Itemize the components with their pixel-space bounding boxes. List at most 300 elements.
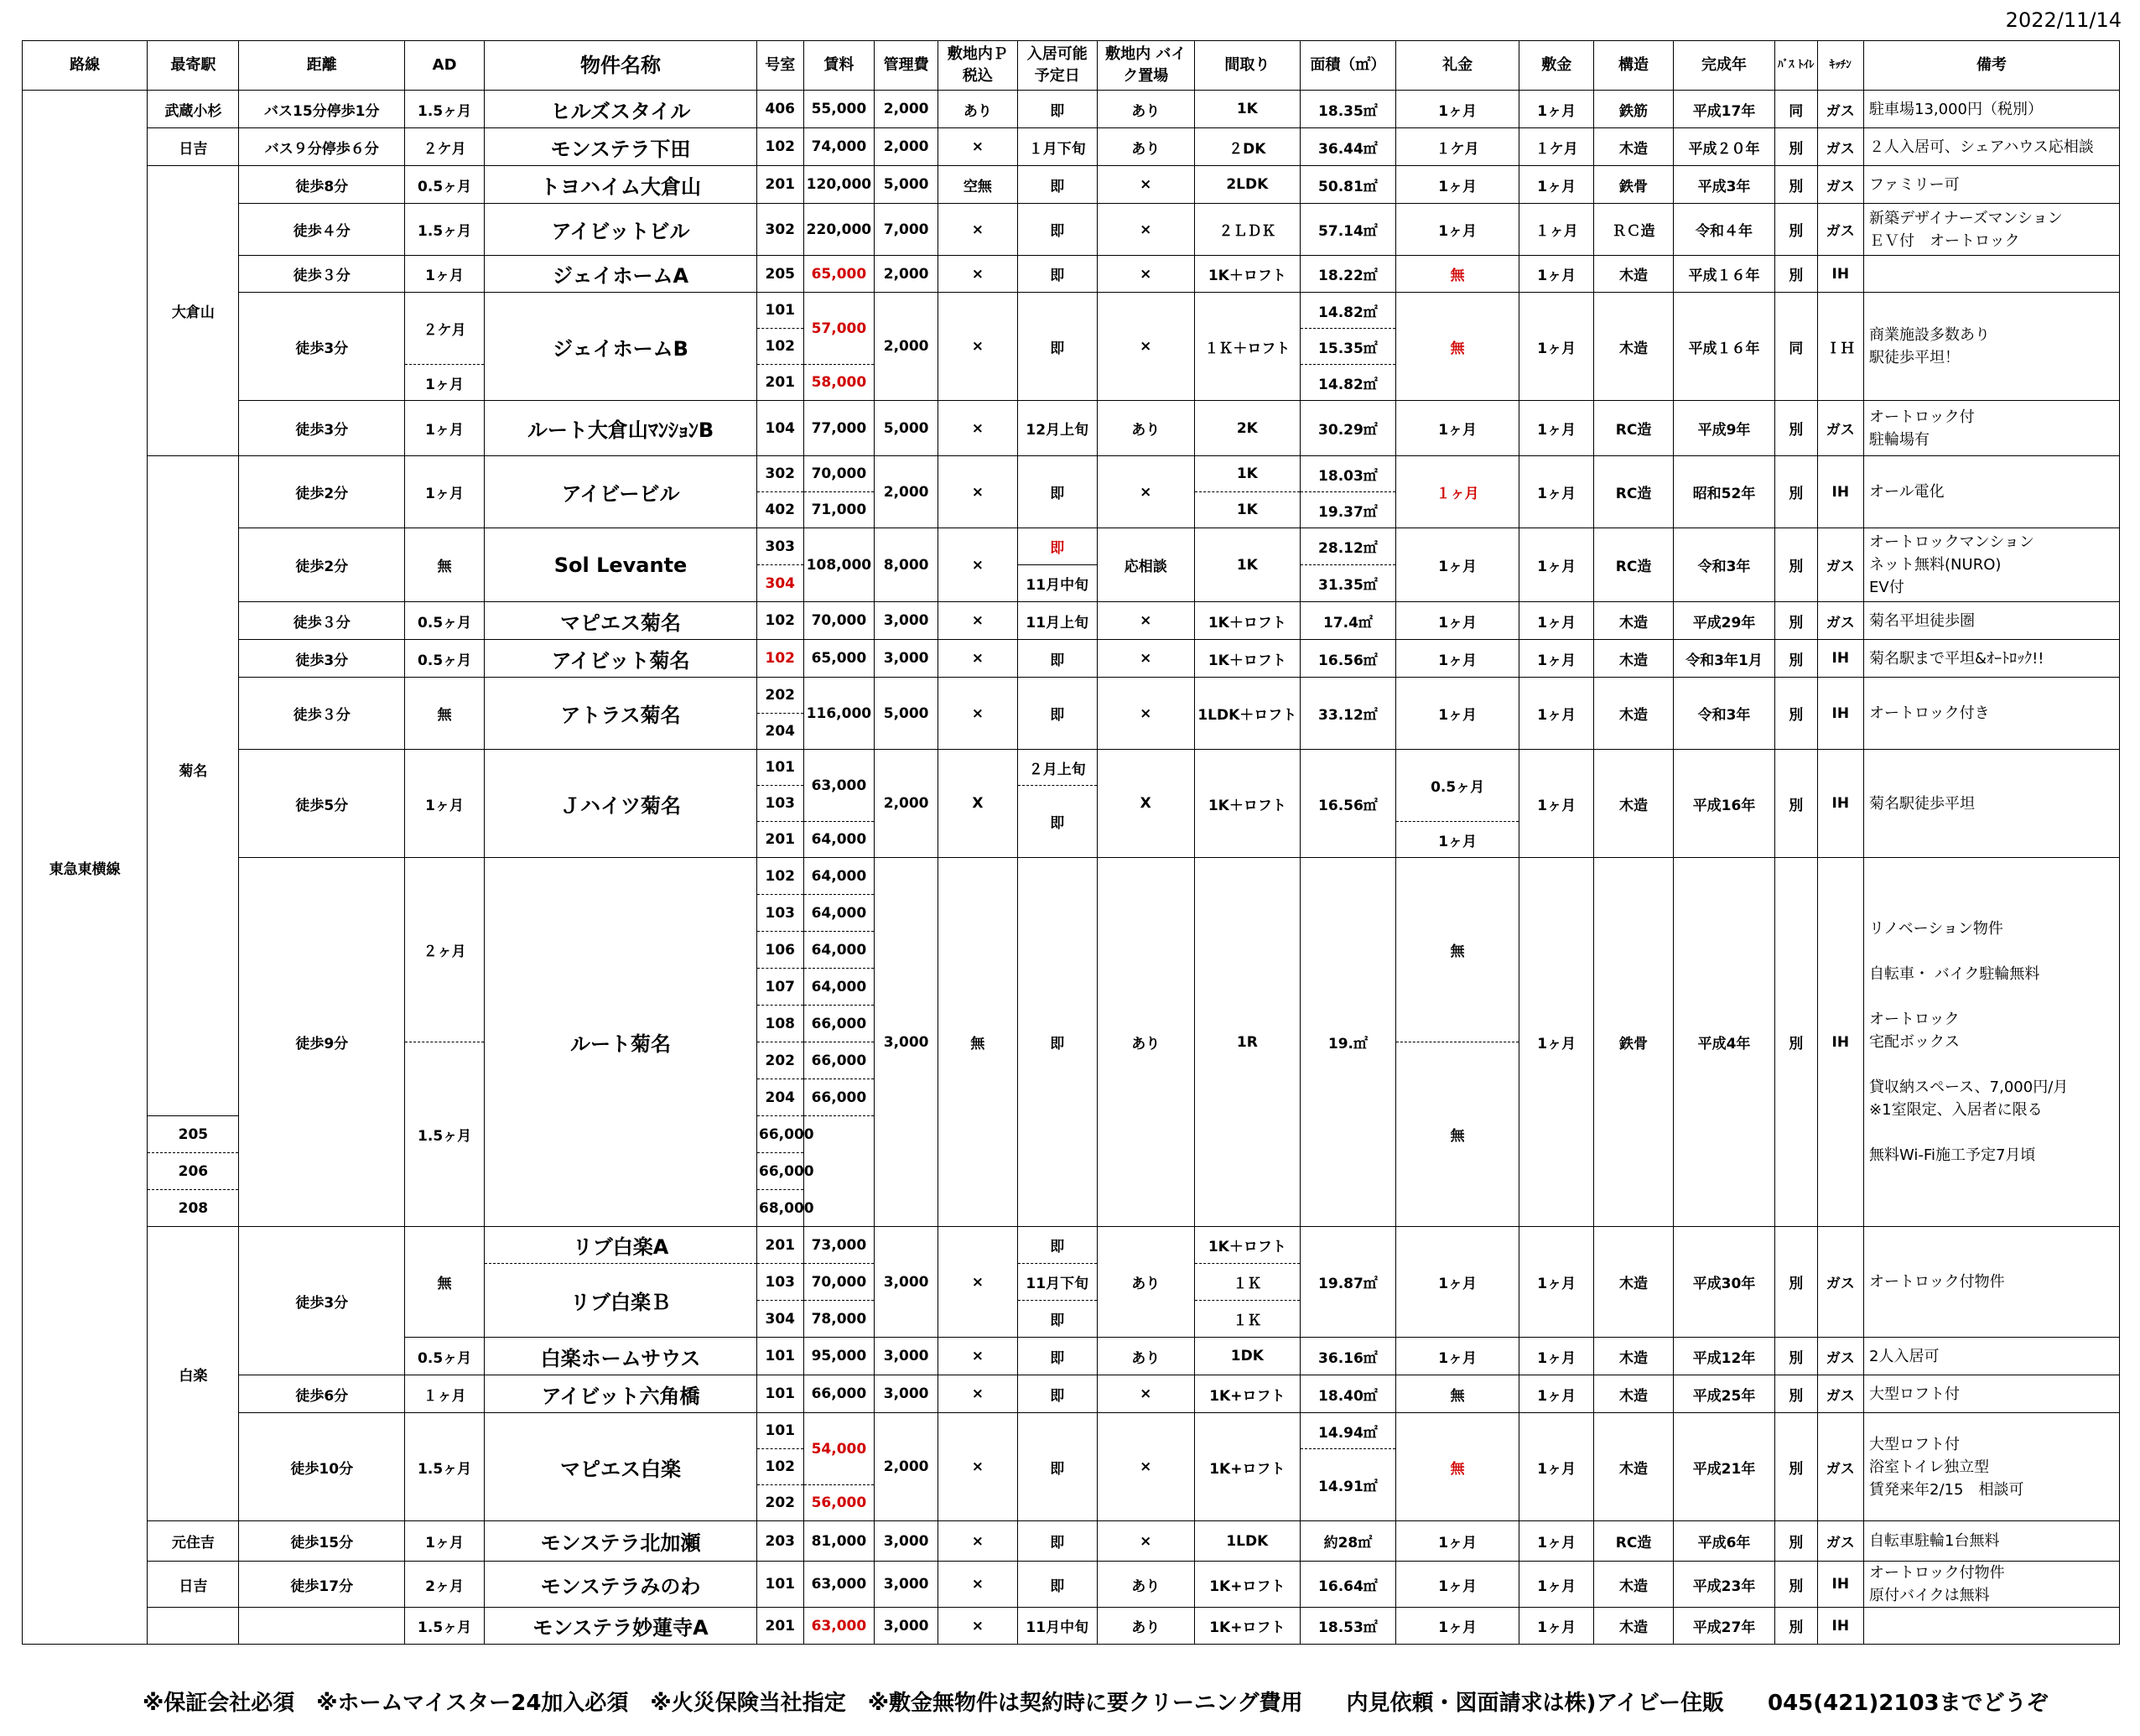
remark-line: リノベーション物件 [1869, 920, 2003, 938]
room-number: 203 [757, 1521, 804, 1562]
distance: 徒歩３分 [239, 256, 405, 293]
bath-toilet: 別 [1775, 1562, 1817, 1608]
property-name: ルート大倉山ﾏﾝｼｮﾝB [485, 401, 757, 456]
rent: 54,000 [803, 1413, 875, 1485]
parking: X [938, 750, 1017, 858]
col-header: 面積（㎡） [1300, 41, 1395, 91]
structure: ＲＣ造 [1594, 204, 1674, 256]
kitchen: IH [1817, 678, 1864, 750]
structure: 鉄筋 [1594, 91, 1674, 128]
rent: 116,000 [803, 678, 875, 750]
property-name: ジェイホームA [485, 256, 757, 293]
remarks [1864, 1562, 2120, 1608]
rent: 120,000 [803, 166, 875, 204]
deposit: 1ヶ月 [1519, 1338, 1594, 1375]
structure: 鉄骨 [1594, 858, 1674, 1227]
room-number: 402 [757, 492, 804, 528]
bath-toilet: 別 [1775, 204, 1817, 256]
remarks [1864, 678, 2120, 750]
key-money: 1ヶ月 [1395, 1227, 1519, 1338]
ad: 1.5ヶ月 [405, 91, 485, 128]
property-name: アイビット菊名 [485, 640, 757, 678]
key-money: 0.5ヶ月 [1395, 750, 1519, 822]
deposit: 1ヶ月 [1519, 750, 1594, 858]
move-in: 11月下旬 [1017, 1264, 1097, 1301]
deposit: 1ヶ月 [1519, 1227, 1594, 1338]
key-money: 1ヶ月 [1395, 401, 1519, 456]
kitchen: ガス [1817, 1375, 1864, 1413]
table-row [23, 256, 2120, 293]
rent: 58,000 [803, 365, 875, 401]
built-year: 平成29年 [1673, 602, 1774, 640]
kitchen: ガス [1817, 602, 1864, 640]
move-in: 12月上旬 [1017, 401, 1097, 456]
remark-line: 原付バイクは無料 [1869, 1587, 1990, 1604]
rent: 64,000 [803, 932, 875, 969]
deposit: 1ヶ月 [1519, 678, 1594, 750]
remark-line: オートロック付物件 [1869, 1564, 2005, 1582]
room-number: 302 [757, 456, 804, 492]
remark-line: 賃発来年2/15 相談可 [1869, 1480, 2024, 1499]
remark-line: オートロックマンション [1869, 533, 2034, 551]
col-header: 物件名称 [485, 41, 757, 91]
rent: 64,000 [803, 969, 875, 1006]
parking: × [938, 401, 1017, 456]
move-in: 11月中旬 [1017, 565, 1097, 602]
property-name: 白楽ホームサウス [485, 1338, 757, 1375]
remark-line: 駐輪場有 [1869, 430, 1930, 449]
station: 菊名 [148, 456, 239, 1116]
layout: 1K＋ロフト [1194, 1227, 1300, 1264]
layout: 1K＋ロフト [1194, 750, 1300, 858]
rent: 63,000 [803, 1608, 875, 1645]
area: 28.12㎡ [1300, 528, 1395, 565]
management-fee: 2,000 [875, 750, 938, 858]
deposit: 1ヶ月 [1519, 401, 1594, 456]
room-number: 102 [757, 1449, 804, 1485]
key-money: 1ヶ月 [1395, 1338, 1519, 1375]
room-number: 107 [757, 969, 804, 1006]
remarks [1864, 640, 2120, 678]
deposit: 1ヶ月 [1519, 1608, 1594, 1645]
rent: 63,000 [803, 1562, 875, 1608]
ad: 1ヶ月 [405, 456, 485, 528]
parking: あり [938, 91, 1017, 128]
deposit: 1ヶ月 [1519, 858, 1594, 1227]
property-name: ルート菊名 [485, 858, 757, 1227]
key-money: 無 [1395, 293, 1519, 401]
remark-line: オートロック [1869, 1011, 1960, 1028]
remarks [1864, 1375, 2120, 1413]
management-fee: 3,000 [875, 1608, 938, 1645]
distance [239, 1608, 405, 1645]
kitchen: ＩＨ [1817, 293, 1864, 401]
built-year: 平成21年 [1673, 1413, 1774, 1521]
layout: 1K+ロフト [1194, 1375, 1300, 1413]
property-name: リブ白楽A [485, 1227, 757, 1264]
col-header: 敷地内 バイク置場 [1097, 41, 1194, 91]
property-name: アイビットビル [485, 204, 757, 256]
table-row [23, 1227, 2120, 1264]
ad: 1ヶ月 [405, 750, 485, 858]
rent: 95,000 [803, 1338, 875, 1375]
structure: 木造 [1594, 1338, 1674, 1375]
property-name: モンステラ下田 [485, 128, 757, 166]
col-header: 完成年 [1673, 41, 1774, 91]
deposit: 1ヶ月 [1519, 1413, 1594, 1521]
rent: 65,000 [803, 256, 875, 293]
distance: 徒歩3分 [239, 640, 405, 678]
distance: 徒歩5分 [239, 750, 405, 858]
parking: × [938, 1521, 1017, 1562]
bike-parking: × [1097, 1413, 1194, 1521]
station [148, 1608, 239, 1645]
structure: 木造 [1594, 640, 1674, 678]
bath-toilet: 別 [1775, 128, 1817, 166]
remarks [1864, 456, 2120, 528]
area: 14.91㎡ [1300, 1449, 1395, 1521]
layout: 2K [1194, 401, 1300, 456]
remark-line: ※1室限定、入居者に限る [1869, 1101, 2043, 1119]
bike-parking: あり [1097, 1227, 1194, 1338]
move-in: 即 [1017, 204, 1097, 256]
ad: 1ヶ月 [405, 256, 485, 293]
room-number: 101 [757, 750, 804, 786]
remark-line: ＥＶ付 オートロック [1869, 231, 2020, 250]
parking: × [938, 640, 1017, 678]
room-number: 201 [757, 822, 804, 858]
move-in: 即 [1017, 1375, 1097, 1413]
room-number: 304 [757, 1301, 804, 1338]
bike-parking: あり [1097, 401, 1194, 456]
remark-line: 大型ロフト付 [1869, 1385, 1961, 1403]
table-row [23, 204, 2120, 256]
deposit: 1ヶ月 [1519, 602, 1594, 640]
kitchen: IH [1817, 1608, 1864, 1645]
structure: 木造 [1594, 1562, 1674, 1608]
parking: × [938, 1338, 1017, 1375]
layout: ２DK [1194, 128, 1300, 166]
remarks [1864, 750, 2120, 858]
distance: 徒歩8分 [239, 166, 405, 204]
room-number: 303 [757, 528, 804, 565]
station: 元住吉 [148, 1521, 239, 1562]
parking: × [938, 1227, 1017, 1338]
layout: 1K [1194, 456, 1300, 492]
bath-toilet: 別 [1775, 1375, 1817, 1413]
bath-toilet: 別 [1775, 1521, 1817, 1562]
built-year: 平成１６年 [1673, 256, 1774, 293]
remark-line: 自転車・ バイク駐輪無料 [1869, 965, 2040, 983]
col-header: 最寄駅 [148, 41, 239, 91]
area: 14.82㎡ [1300, 293, 1395, 329]
key-money: 無 [1395, 858, 1519, 1042]
built-year: 平成２０年 [1673, 128, 1774, 166]
remark-line: 新築デザイナーズマンション [1869, 209, 2063, 227]
move-in: 11月中旬 [1017, 1608, 1097, 1645]
kitchen: IH [1817, 640, 1864, 678]
key-money: １ヶ月 [1395, 456, 1519, 528]
distance: 徒歩3分 [239, 401, 405, 456]
layout: ２ＬＤＫ [1194, 204, 1300, 256]
rent: 108,000 [803, 528, 875, 602]
room-number: 202 [757, 1042, 804, 1079]
remark-line: 宅配ボックス [1869, 1033, 1960, 1051]
property-name: モンステラみのわ [485, 1562, 757, 1608]
room-number: 206 [148, 1153, 239, 1190]
bike-parking: あり [1097, 128, 1194, 166]
management-fee: 3,000 [875, 602, 938, 640]
structure: 木造 [1594, 1608, 1674, 1645]
bike-parking: あり [1097, 91, 1194, 128]
distance: 徒歩３分 [239, 602, 405, 640]
deposit: 1ヶ月 [1519, 640, 1594, 678]
remark-line: 菊名駅まで平坦&ｵｰﾄﾛｯｸ!! [1869, 649, 2044, 668]
col-header: AD [405, 41, 485, 91]
table-row [23, 401, 2120, 456]
area: 18.40㎡ [1300, 1375, 1395, 1413]
management-fee: 2,000 [875, 256, 938, 293]
structure: 木造 [1594, 128, 1674, 166]
ad: 1.5ヶ月 [405, 1608, 485, 1645]
room-number: 201 [757, 1608, 804, 1645]
key-money: 1ヶ月 [1395, 1521, 1519, 1562]
structure: RC造 [1594, 456, 1674, 528]
property-name: アイビット六角橋 [485, 1375, 757, 1413]
property-table [22, 40, 2120, 1645]
rent: 64,000 [803, 858, 875, 895]
distance: バス９分停歩６分 [239, 128, 405, 166]
key-money: 1ヶ月 [1395, 602, 1519, 640]
built-year: 平成4年 [1673, 858, 1774, 1227]
remark-line: 菊名駅徒歩平坦 [1869, 794, 1976, 813]
move-in: 即 [1017, 91, 1097, 128]
remarks [1864, 602, 2120, 640]
parking: × [938, 602, 1017, 640]
move-in: 即 [1017, 528, 1097, 565]
remark-line: 菊名平坦徒歩圏 [1869, 611, 1976, 630]
remark-line: ファミリー可 [1869, 175, 1960, 194]
table-row [23, 1562, 2120, 1608]
remark-line: オートロック付き [1869, 704, 1990, 722]
col-header: 敷地内Ｐ 税込 [938, 41, 1017, 91]
col-header: 号室 [757, 41, 804, 91]
ad: 無 [405, 528, 485, 602]
bath-toilet: 別 [1775, 1608, 1817, 1645]
remarks [1864, 204, 2120, 256]
bath-toilet: 別 [1775, 1413, 1817, 1521]
parking: × [938, 293, 1017, 401]
remarks [1864, 1338, 2120, 1375]
room-number: 406 [757, 91, 804, 128]
built-year: 令和４年 [1673, 204, 1774, 256]
management-fee: 3,000 [875, 1227, 938, 1338]
remark-line: 浴室トイレ独立型 [1869, 1458, 1990, 1476]
area: 33.12㎡ [1300, 678, 1395, 750]
remark-line: 駐車場13,000円（税別） [1869, 100, 2044, 118]
management-fee: 7,000 [875, 204, 938, 256]
ad: 1ヶ月 [405, 401, 485, 456]
area: 36.44㎡ [1300, 128, 1395, 166]
bike-parking: × [1097, 204, 1194, 256]
room-number: 202 [757, 678, 804, 714]
rent: 65,000 [803, 640, 875, 678]
rent: 71,000 [803, 492, 875, 528]
room-number: 201 [757, 365, 804, 401]
bike-parking: あり [1097, 1562, 1194, 1608]
col-header: 敷金 [1519, 41, 1594, 91]
parking: × [938, 528, 1017, 602]
remark-line: EV付 [1869, 579, 1904, 596]
property-name: マピエス白楽 [485, 1413, 757, 1521]
ad: 1.5ヶ月 [405, 204, 485, 256]
room-number: 103 [757, 1264, 804, 1301]
management-fee: 2,000 [875, 456, 938, 528]
kitchen: ガス [1817, 1338, 1864, 1375]
kitchen: IH [1817, 750, 1864, 858]
structure: 木造 [1594, 256, 1674, 293]
kitchen: ガス [1817, 1227, 1864, 1338]
room-number: 208 [148, 1190, 239, 1227]
ad: 1.5ヶ月 [405, 1042, 485, 1227]
distance: 徒歩2分 [239, 456, 405, 528]
room-number: 204 [757, 714, 804, 750]
ad: 0.5ヶ月 [405, 1338, 485, 1375]
area: 約28㎡ [1300, 1521, 1395, 1562]
rent: 220,000 [803, 204, 875, 256]
parking: × [938, 1562, 1017, 1608]
remarks [1864, 528, 2120, 602]
rent: 81,000 [803, 1521, 875, 1562]
station: 日吉 [148, 1562, 239, 1608]
bath-toilet: 別 [1775, 256, 1817, 293]
deposit: 1ヶ月 [1519, 1375, 1594, 1413]
bath-toilet: 同 [1775, 293, 1817, 401]
built-year: 平成17年 [1673, 91, 1774, 128]
distance: 徒歩3分 [239, 293, 405, 401]
layout: 2LDK [1194, 166, 1300, 204]
distance: 徒歩４分 [239, 204, 405, 256]
built-year: 昭和52年 [1673, 456, 1774, 528]
rent: 74,000 [803, 128, 875, 166]
move-in: 即 [1017, 256, 1097, 293]
bath-toilet: 別 [1775, 602, 1817, 640]
remarks [1864, 1227, 2120, 1338]
area: 50.81㎡ [1300, 166, 1395, 204]
bath-toilet: 別 [1775, 640, 1817, 678]
distance: 徒歩15分 [239, 1521, 405, 1562]
property-name: リブ白楽Ｂ [485, 1264, 757, 1338]
move-in: ２月上旬 [1017, 750, 1097, 786]
bike-parking: × [1097, 678, 1194, 750]
room-number: 202 [757, 1485, 804, 1521]
remark-line: 商業施設多数あり [1869, 326, 1991, 344]
ad: 無 [405, 1227, 485, 1338]
layout: １Ｋ [1194, 1301, 1300, 1338]
parking: × [938, 678, 1017, 750]
structure: 木造 [1594, 678, 1674, 750]
bath-toilet: 別 [1775, 456, 1817, 528]
move-in: 即 [1017, 1227, 1097, 1264]
layout: １Ｋ＋ロフト [1194, 293, 1300, 401]
col-header: 管理費 [875, 41, 938, 91]
col-header: 間取り [1194, 41, 1300, 91]
room-number: 101 [757, 1413, 804, 1449]
print-date: 2022/11/14 [2005, 8, 2122, 32]
management-fee: 5,000 [875, 678, 938, 750]
bike-parking: × [1097, 256, 1194, 293]
parking: × [938, 1375, 1017, 1413]
layout: 1DK [1194, 1338, 1300, 1375]
room-number: 205 [757, 256, 804, 293]
distance: 徒歩3分 [239, 1227, 405, 1375]
rent: 64,000 [803, 822, 875, 858]
remark-line: ネット無料(NURO) [1869, 556, 2002, 574]
layout: 1K+ロフト [1194, 1413, 1300, 1521]
deposit: 1ヶ月 [1519, 91, 1594, 128]
key-money: 無 [1395, 256, 1519, 293]
ad: 0.5ヶ月 [405, 602, 485, 640]
remark-line: 貸収納スペース、7,000円/月 [1869, 1079, 2069, 1096]
move-in: 即 [1017, 166, 1097, 204]
rent: 70,000 [803, 602, 875, 640]
layout: 1K＋ロフト [1194, 640, 1300, 678]
bath-toilet: 別 [1775, 678, 1817, 750]
layout: 1K [1194, 91, 1300, 128]
area: 17.4㎡ [1300, 602, 1395, 640]
move-in: 即 [1017, 293, 1097, 401]
bath-toilet: 別 [1775, 1227, 1817, 1338]
ad: 1ヶ月 [405, 365, 485, 401]
area: 18.03㎡ [1300, 456, 1395, 492]
col-header: 路線 [23, 41, 148, 91]
room-number: 201 [757, 1227, 804, 1264]
area: 18.35㎡ [1300, 91, 1395, 128]
distance: バス15分停歩1分 [239, 91, 405, 128]
key-money: 1ヶ月 [1395, 528, 1519, 602]
parking: × [938, 1608, 1017, 1645]
deposit: 1ヶ月 [1519, 528, 1594, 602]
layout: 1K+ロフト [1194, 1562, 1300, 1608]
ad: 無 [405, 678, 485, 750]
rent: 78,000 [803, 1301, 875, 1338]
room-number: 108 [757, 1006, 804, 1042]
room-number: 101 [757, 1562, 804, 1608]
move-in: 即 [1017, 1562, 1097, 1608]
parking: 空無 [938, 166, 1017, 204]
bike-parking: × [1097, 293, 1194, 401]
remark-line: 大型ロフト付 [1869, 1435, 1961, 1453]
table-row [23, 858, 2120, 895]
area: 16.64㎡ [1300, 1562, 1395, 1608]
key-money: １ケ月 [1395, 128, 1519, 166]
bike-parking: × [1097, 1521, 1194, 1562]
remark-line: 無料Wi-Fi施工予定7月頃 [1869, 1146, 2036, 1164]
rent: 70,000 [803, 1264, 875, 1301]
deposit: １ヶ月 [1519, 204, 1594, 256]
bath-toilet: 別 [1775, 166, 1817, 204]
move-in: 即 [1017, 1301, 1097, 1338]
line-name: 東急東横線 [23, 91, 148, 1645]
table-row [23, 128, 2120, 166]
structure: RC造 [1594, 401, 1674, 456]
ad: ２ケ月 [405, 293, 485, 365]
remark-line: 2人入居可 [1869, 1347, 1940, 1365]
area: 16.56㎡ [1300, 750, 1395, 858]
bike-parking: × [1097, 456, 1194, 528]
area: 18.53㎡ [1300, 1608, 1395, 1645]
key-money: 無 [1395, 1413, 1519, 1521]
